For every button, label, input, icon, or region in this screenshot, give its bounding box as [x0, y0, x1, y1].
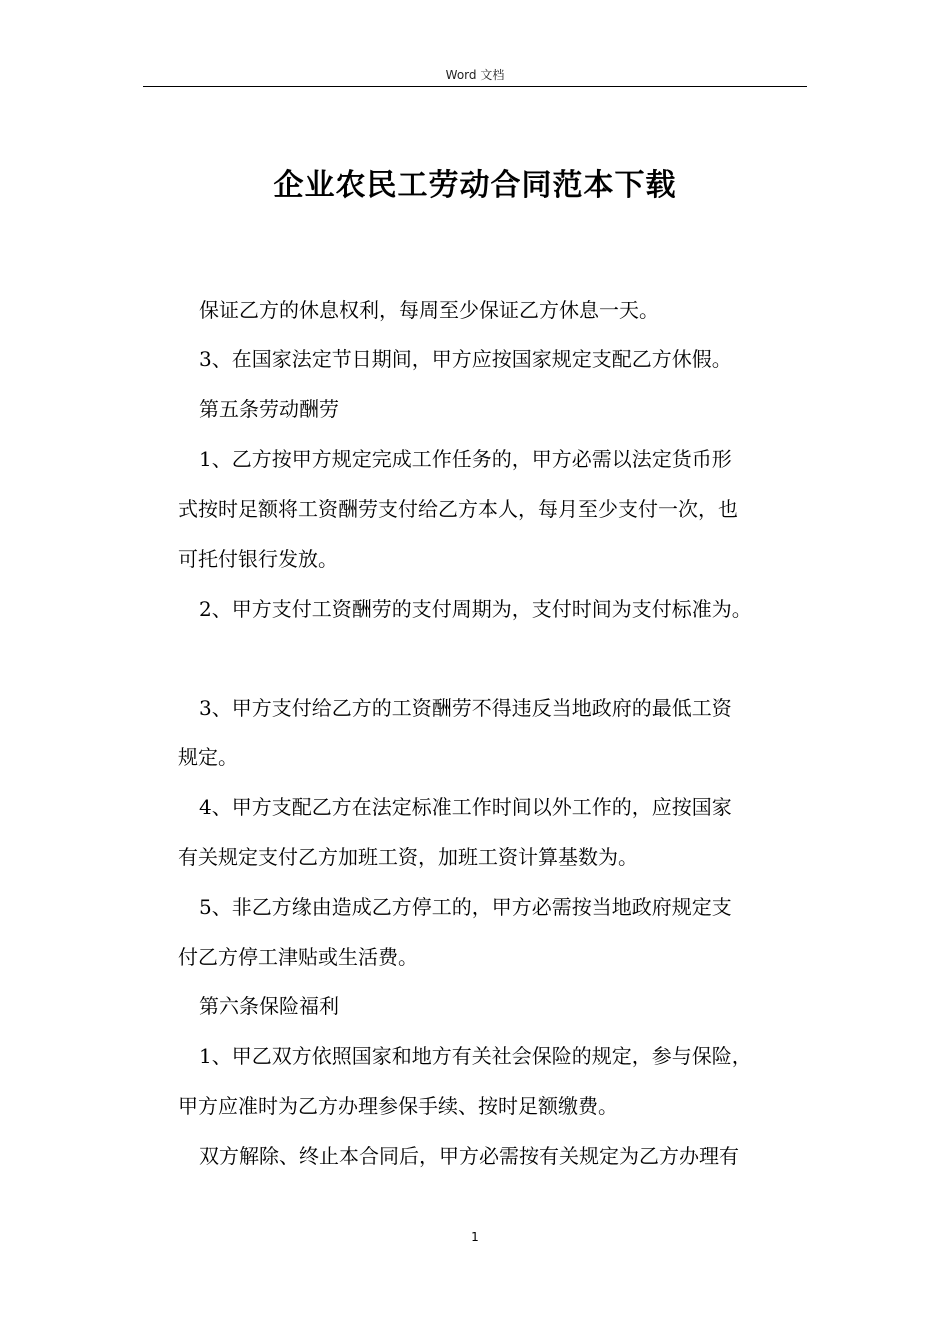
document-title: 企业农民工劳动合同范本下载	[273, 168, 677, 203]
page-number: 1	[471, 1230, 479, 1244]
body-line: 双方解除、终止本合同后，甲方必需按有关规定为乙方办理有	[199, 1144, 739, 1168]
body-line: 保证乙方的休息权利，每周至少保证乙方休息一天。	[199, 298, 659, 322]
header-rule	[143, 86, 807, 87]
page-header: Word 文档	[445, 68, 505, 82]
body-line: 可托付银行发放。	[178, 547, 338, 571]
body-line: 付乙方停工津贴或生活费。	[178, 945, 418, 969]
body-line: 有关规定支付乙方加班工资，加班工资计算基数为。	[178, 845, 638, 869]
body-line: 1、甲乙双方依照国家和地方有关社会保险的规定，参与保险，	[199, 1044, 752, 1068]
section-heading: 第五条劳动酬劳	[199, 397, 339, 421]
body-line: 3、在国家法定节日期间，甲方应按国家规定支配乙方休假。	[199, 347, 732, 371]
body-line: 4、甲方支配乙方在法定标准工作时间以外工作的，应按国家	[199, 795, 732, 819]
body-line: 式按时足额将工资酬劳支付给乙方本人，每月至少支付一次，也	[178, 497, 738, 521]
body-line: 规定。	[178, 745, 238, 769]
body-line: 3、甲方支付给乙方的工资酬劳不得违反当地政府的最低工资	[199, 696, 732, 720]
section-heading: 第六条保险福利	[199, 994, 339, 1018]
body-line: 1、乙方按甲方规定完成工作任务的，甲方必需以法定货币形	[199, 447, 732, 471]
body-line: 2、甲方支付工资酬劳的支付周期为，支付时间为支付标准为。	[199, 597, 752, 621]
body-line: 甲方应准时为乙方办理参保手续、按时足额缴费。	[178, 1094, 618, 1118]
body-line: 5、非乙方缘由造成乙方停工的，甲方必需按当地政府规定支	[199, 895, 732, 919]
